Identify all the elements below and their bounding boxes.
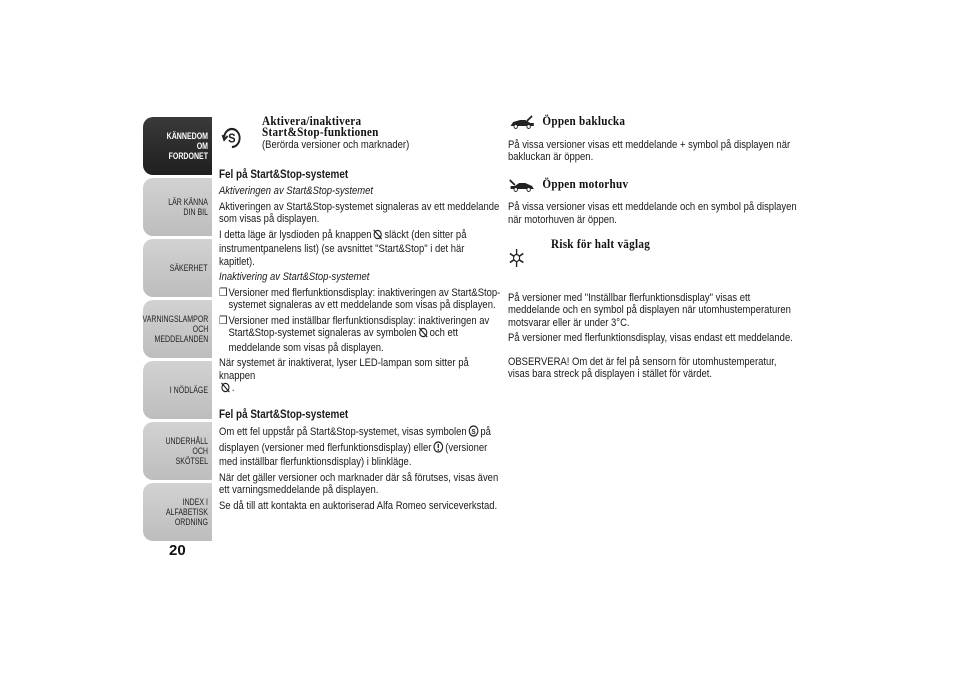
hood-text: På vissa versioner visas ett meddelande och en symbol på displayen när motorhuven är öppen. — [508, 201, 797, 226]
sidebar-tab-label: I NÖDLÄGE — [169, 385, 208, 395]
open-hood-icon — [508, 178, 542, 196]
right-column — [508, 115, 798, 384]
start-stop-icon — [219, 115, 262, 157]
svg-text:S: S — [471, 428, 476, 437]
contact-text: Se då till att kontakta en auktoriserad Alfa Romeo serviceverkstad. — [219, 499, 498, 512]
sidebar-tab-underhall[interactable] — [143, 422, 212, 480]
svg-text:S: S — [228, 130, 236, 146]
sidebar-tab-sakerhet[interactable] — [143, 239, 212, 297]
trunk-section-header — [508, 115, 797, 133]
trunk-text: På vissa versioner visas ett meddelande + symbol på displayen när bakluckan är öppen. — [508, 138, 791, 163]
sidebar-tab-label: INDEX I ALFABETISK ORDNING — [165, 497, 208, 527]
checkbox-bullet-icon: ❒ — [219, 314, 228, 327]
hood-title: Öppen motorhuv — [542, 175, 629, 191]
sidebar-tab-label: VARNINGSLAMPOR OCH MEDDELANDEN — [142, 314, 208, 344]
sidebar-tab-index[interactable] — [143, 483, 212, 541]
fault-paragraph — [219, 425, 500, 469]
start-stop-off-icon — [221, 382, 230, 397]
led-text-after: släckt (den sitter på instrumentpanelens list) (se avsnittet "Start&Stop" i det här kapitlet). — [219, 228, 467, 268]
led-paragraph — [219, 229, 500, 269]
sidebar-tab-kannedom[interactable] — [143, 117, 212, 175]
hood-section-header — [508, 175, 797, 196]
fault-text-3: (versioner med inställbar flerfunktionsdisplay) i blinkläge. — [219, 441, 488, 468]
start-stop-fault-icon — [468, 425, 478, 441]
start-stop-off-icon — [373, 229, 382, 244]
deactivated-text-before: När systemet är inaktiverat, lyser LED-lampan som sitter på knappen — [219, 357, 469, 382]
bullet-text: Versioner med flerfunktionsdisplay: inaktiveringen av Start&Stop-systemet signaleras av ett meddelande som visas på displayen. — [228, 286, 501, 311]
ice-text-2: På versioner med flerfunktionsdisplay, visas endast ett meddelande. — [508, 332, 793, 344]
deactivated-text-after: . — [231, 382, 235, 394]
fault-text-1: Om ett fel uppstår på Start&Stop-systemet, visas symbolen — [219, 426, 467, 438]
section-title-line2: Start&Stop-funktionen — [262, 124, 379, 139]
sidebar-tab-label: UNDERHÅLL OCH SKÖTSEL — [165, 436, 208, 466]
start-stop-section-header — [219, 115, 500, 157]
ice-note: OBSERVERA! Om det är fel på sensorn för utomhustemperatur, visas bara streck på displayen i stället för värdet. — [508, 355, 777, 380]
sidebar-tab-label: SÄKERHET — [170, 263, 208, 273]
ice-title: Risk för halt väglag — [551, 236, 651, 251]
trunk-title: Öppen baklucka — [542, 113, 626, 128]
deactivated-paragraph — [219, 357, 500, 397]
section-subtitle: (Berörda versioner och marknader) — [262, 139, 410, 151]
bullet-text-before: Versioner med inställbar flerfunktionsdisplay: inaktiveringen av Start&Stop-systemet signaleras av symbolen — [228, 314, 490, 339]
sidebar-tab-lar-kanna[interactable] — [143, 178, 212, 236]
warning-text: När det gäller versioner och marknader där så förutses, visas även ett varningsmeddelande på displayen. — [219, 471, 499, 496]
sidebar-tab-varningslampor[interactable] — [143, 300, 212, 358]
open-trunk-icon — [508, 115, 542, 133]
activation-text: Aktiveringen av Start&Stop-systemet signaleras av ett meddelande som visas på displayen. — [219, 200, 500, 225]
ice-section-header — [508, 238, 797, 272]
list-item — [219, 287, 500, 312]
sidebar-tab-label: LÄR KÄNNA DIN BIL — [168, 197, 208, 217]
activation-heading: Aktiveringen av Start&Stop-systemet — [219, 185, 374, 197]
left-column — [219, 115, 501, 515]
ice-text-1: På versioner med "Inställbar flerfunktionsdisplay" visas ett meddelande och en symbol på displayen när utomhustemperaturen motsvarar eller är under 3°C. — [508, 291, 791, 329]
fault-heading: Fel på Start&Stop-systemet — [219, 168, 349, 181]
list-item — [219, 315, 500, 355]
bullet-text-after: och ett meddelande som visas på displayen. — [228, 327, 458, 354]
led-text-before: I detta läge är lysdioden på knappen — [219, 228, 372, 241]
fault-text-2: på displayen (versioner med flerfunktionsdisplay) eller — [219, 426, 491, 454]
warning-exclamation-icon — [433, 441, 443, 457]
deactivation-heading: Inaktivering av Start&Stop-systemet — [219, 271, 370, 283]
checkbox-bullet-icon: ❒ — [219, 286, 228, 299]
sidebar-tab-nodlage[interactable] — [143, 361, 212, 419]
section-title-line1: Aktivera/inaktivera — [262, 113, 362, 128]
fault-heading-2: Fel på Start&Stop-systemet — [219, 408, 349, 421]
chapter-sidebar — [143, 117, 212, 544]
page-number: 20 — [169, 542, 186, 559]
snowflake-icon — [508, 238, 551, 272]
sidebar-tab-label: KÄNNEDOM OM FORDONET — [166, 131, 208, 161]
start-stop-off-icon — [418, 327, 427, 342]
